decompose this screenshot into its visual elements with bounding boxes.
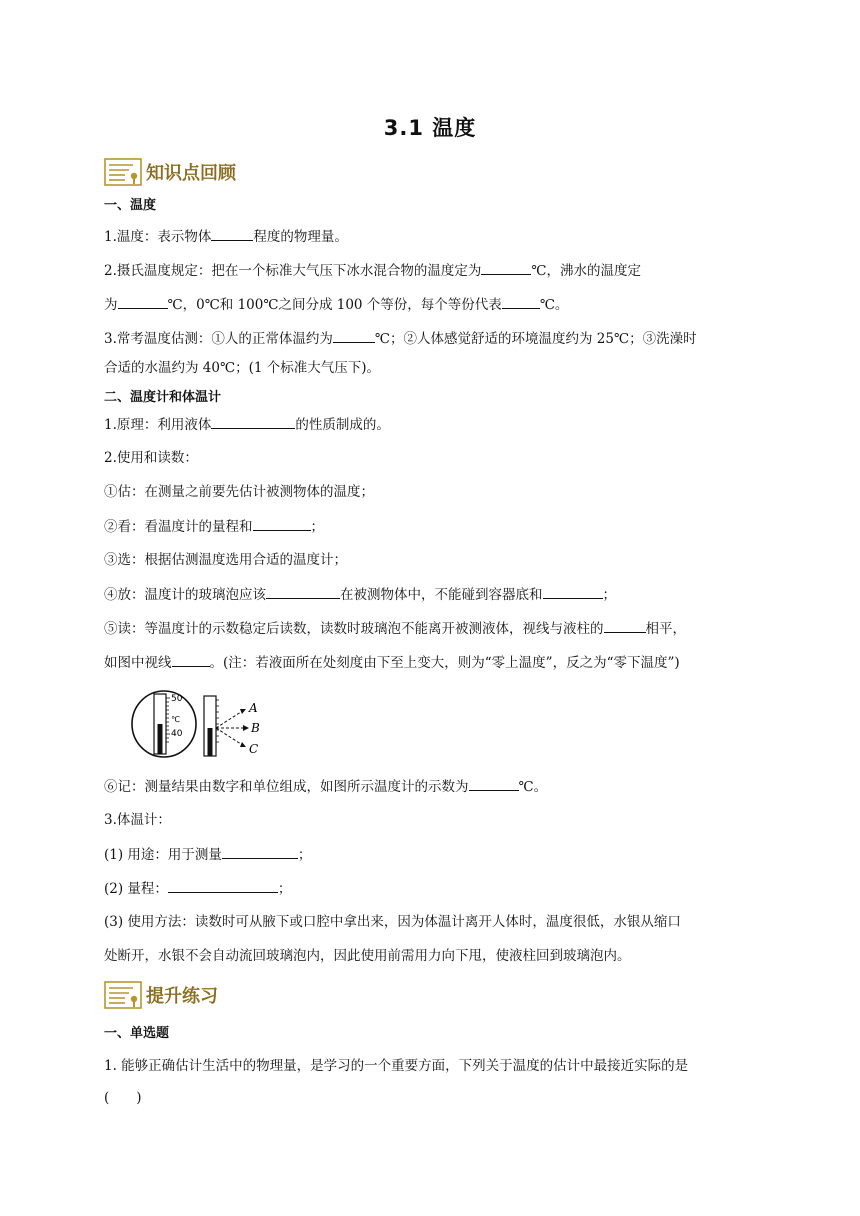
paragraph-19: 处断开，水银不会自动流回玻璃泡内，因此使用前需用力向下甩，使液柱回到玻璃泡内。 (104, 948, 631, 964)
answer-blank[interactable] (211, 226, 253, 241)
paragraph-2: 2.摄氏温度规定：把在一个标准大气压下冰水混合物的温度定为 ℃，沸水的温度定 (104, 260, 760, 281)
answer-blank[interactable] (211, 414, 295, 429)
heading-thermometer: 二、温度计和体温计 (104, 390, 222, 405)
paragraph-14: ⑥记：测量结果由数字和单位组成，如图所示温度计的示数为 ℃。 (104, 776, 760, 797)
answer-blank[interactable] (604, 618, 646, 633)
answer-blank[interactable] (168, 878, 278, 893)
section-header-practice (104, 978, 218, 1012)
paragraph-6: 1.原理：利用液体 的性质制成的。 (104, 414, 760, 435)
paragraph-4: 3.常考温度估测：①人的正常体温约为 ℃；②人体感觉舒适的环境温度约为 25℃；③洗澡时 (104, 328, 760, 349)
answer-blank[interactable] (469, 776, 519, 791)
section-title-review: 知识点回顾 (146, 163, 236, 184)
scale-unit: ℃ (171, 715, 180, 724)
answer-blank[interactable] (481, 260, 531, 275)
section-header-review (104, 155, 236, 189)
paragraph-15: 3.体温计： (104, 812, 171, 828)
paragraph-7: 2.使用和读数： (104, 450, 198, 466)
answer-blank[interactable] (333, 328, 375, 343)
page-title: 3.1 温度 (383, 116, 477, 140)
paragraph-13: 如图中视线 。(注：若液面所在处刻度由下至上变大，则为“零上温度”，反之为“零下温度”) (104, 652, 760, 673)
paragraph-16: (1) 用途：用于测量 ； (104, 844, 760, 865)
notes-key-icon (104, 981, 142, 1009)
paragraph-5: 合适的水温约为 40℃；(1 个标准大气压下)。 (104, 360, 380, 376)
question-1-choice-bracket: ( ) (104, 1090, 142, 1106)
scale-label-50: 50 (171, 694, 183, 704)
answer-blank[interactable] (222, 844, 298, 859)
paragraph-1: 1.温度：表示物体 程度的物理量。 (104, 226, 760, 247)
paragraph-8: ①估：在测量之前要先估计被测物体的温度； (104, 484, 374, 500)
sightline-b-label: B (251, 721, 260, 735)
sightline-c-label: C (249, 742, 259, 756)
answer-blank[interactable] (266, 584, 340, 599)
notes-key-icon (104, 158, 142, 186)
answer-blank[interactable] (543, 584, 603, 599)
paragraph-17: (2) 量程： ； (104, 878, 760, 899)
paragraph-10: ③选：根据估测温度选用合适的温度计； (104, 552, 347, 568)
thermometer-reading-figure (128, 688, 268, 760)
section-title-practice: 提升练习 (146, 986, 218, 1007)
answer-blank[interactable] (118, 294, 168, 309)
answer-blank[interactable] (172, 652, 210, 667)
answer-blank[interactable] (502, 294, 540, 309)
question-1: 1. 能够正确估计生活中的物理量，是学习的一个重要方面，下列关于温度的估计中最接近实际的是 (104, 1058, 689, 1074)
heading-single-choice: 一、单选题 (104, 1026, 170, 1041)
paragraph-3: 为 ℃，0℃和 100℃之间分成 100 个等份，每个等份代表 ℃。 (104, 294, 760, 315)
answer-blank[interactable] (253, 516, 311, 531)
paragraph-18: (3) 使用方法：读数时可从腋下或口腔中拿出来，因为体温计离开人体时，温度很低，水银从缩口 (104, 914, 681, 930)
paragraph-11: ④放：温度计的玻璃泡应该 在被测物体中，不能碰到容器底和 ； (104, 584, 760, 605)
paragraph-12: ⑤读：等温度计的示数稳定后读数，读数时玻璃泡不能离开被测液体，视线与液柱的 相平， (104, 618, 760, 639)
paragraph-9: ②看：看温度计的量程和 ； (104, 516, 760, 537)
heading-temperature: 一、温度 (104, 198, 157, 213)
sightline-a-label: A (249, 701, 258, 715)
scale-label-40: 40 (171, 729, 183, 739)
